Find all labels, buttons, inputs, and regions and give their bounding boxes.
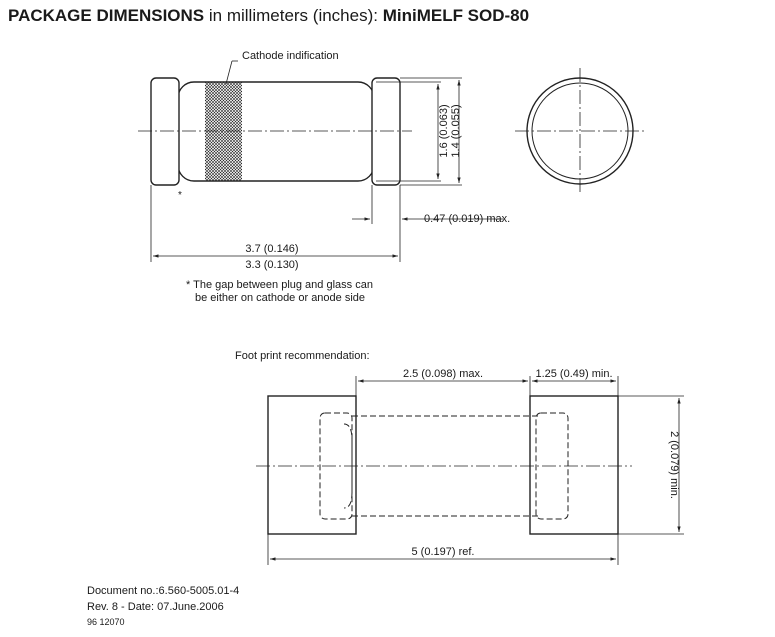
- note-line-1: * The gap between plug and glass can: [186, 279, 373, 291]
- dim-height-min: 1.4 (0.055): [450, 104, 462, 158]
- dim-pad-width-label: 1.25 (0.49) min.: [535, 368, 613, 380]
- title-bold-1: PACKAGE DIMENSIONS: [8, 6, 205, 25]
- right-pad: [530, 396, 618, 534]
- side-view: [138, 61, 503, 262]
- dim-length-min: 3.3 (0.130): [245, 259, 299, 271]
- cathode-leader: [226, 61, 232, 84]
- gap-marker: *: [178, 190, 182, 201]
- note-line-2: be either on cathode or anode side: [195, 292, 366, 304]
- footprint-drawing: [256, 376, 684, 565]
- end-view: [515, 68, 645, 194]
- dim-length-max: 3.7 (0.146): [245, 243, 299, 255]
- document-number: Document no.:6.560-5005.01-4: [87, 585, 240, 597]
- document-revision: Rev. 8 - Date: 07.June.2006: [87, 601, 224, 613]
- cathode-band: [205, 82, 242, 181]
- dim-pad-height-label: 2 (0.079) min.: [668, 431, 680, 499]
- document-code: 96 12070: [87, 617, 125, 627]
- title-bold-2: MiniMELF SOD-80: [382, 6, 530, 25]
- left-pad: [268, 396, 356, 534]
- dim-total-label: 5 (0.197) ref.: [411, 546, 475, 558]
- title-normal: in millimeters (inches):: [204, 6, 383, 25]
- dim-height-max: 1.6 (0.063): [438, 104, 450, 158]
- cathode-label: Cathode indification: [242, 50, 339, 62]
- left-end-cap: [151, 78, 179, 185]
- right-end-cap: [372, 78, 400, 185]
- dim-cap-label: 0.47 (0.019) max.: [424, 213, 511, 225]
- dim-gap-label: 2.5 (0.098) max.: [402, 368, 484, 380]
- footprint-heading: Foot print recommendation:: [235, 350, 370, 362]
